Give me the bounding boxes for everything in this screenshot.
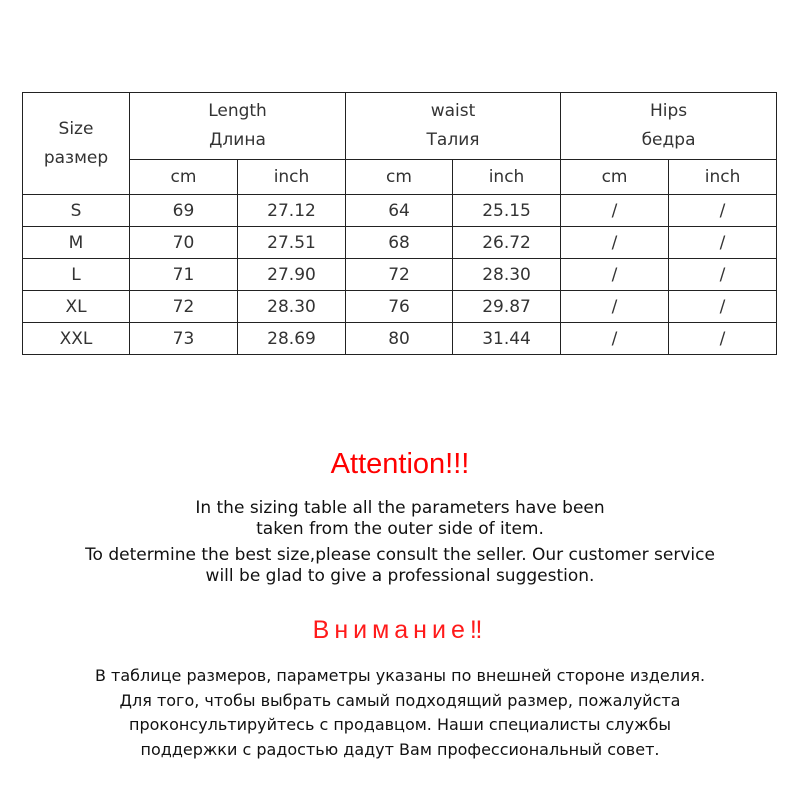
size-chart-table <box>22 92 777 355</box>
table-cell: 73 <box>130 323 238 355</box>
unit-header: inch <box>669 160 777 195</box>
table-cell: 76 <box>346 291 453 323</box>
waist-group-header <box>346 93 561 160</box>
unit-header: cm <box>130 160 238 195</box>
attention-heading-ru: Внимание‼ <box>312 616 488 644</box>
table-cell: / <box>561 323 669 355</box>
table-cell: / <box>669 259 777 291</box>
unit-header: inch <box>453 160 561 195</box>
table-cell: / <box>561 227 669 259</box>
table-cell: 27.51 <box>238 227 346 259</box>
notice-line: проконсультируйтесь с продавцом. Наши специалисты службы <box>129 715 671 734</box>
notice-paragraph-en-1 <box>0 498 800 540</box>
table-cell: 28.30 <box>238 291 346 323</box>
notice-line: will be glad to give a professional suggestion. <box>205 566 595 586</box>
size-header-ru: размер <box>43 147 109 168</box>
notice-paragraph-ru <box>0 664 800 762</box>
hips-header-en: Hips <box>649 101 688 121</box>
table-row <box>23 227 777 259</box>
table-cell: 70 <box>130 227 238 259</box>
notice-line: Для того, чтобы выбрать самый подходящий размер, пожалуйста <box>119 690 681 710</box>
table-cell: / <box>561 195 669 227</box>
notice-paragraph-en-2 <box>0 545 800 587</box>
size-cell: S <box>23 195 130 227</box>
attention-heading-en: Attention!!! <box>330 448 470 480</box>
table-cell: / <box>561 259 669 291</box>
size-cell: M <box>23 227 130 259</box>
table-row <box>23 259 777 291</box>
table-cell: 31.44 <box>453 323 561 355</box>
table-cell: 64 <box>346 195 453 227</box>
size-cell: XL <box>23 291 130 323</box>
waist-header-en: waist <box>430 101 476 121</box>
hips-group-header <box>561 93 777 160</box>
table-row <box>23 323 777 355</box>
table-cell: 26.72 <box>453 227 561 259</box>
unit-header: cm <box>346 160 453 195</box>
notice-line: поддержки с радостью дадут Вам профессиональный совет. <box>140 739 660 759</box>
size-cell: L <box>23 259 130 291</box>
table-cell: / <box>669 227 777 259</box>
size-column-header <box>23 93 130 195</box>
table-cell: 25.15 <box>453 195 561 227</box>
length-group-header <box>130 93 346 160</box>
table-cell: 80 <box>346 323 453 355</box>
table-cell: 72 <box>130 291 238 323</box>
table-cell: 72 <box>346 259 453 291</box>
table-cell: 71 <box>130 259 238 291</box>
table-cell: / <box>669 323 777 355</box>
table-cell: / <box>669 195 777 227</box>
length-header-en: Length <box>208 101 267 121</box>
table-cell: 28.30 <box>453 259 561 291</box>
table-cell: 28.69 <box>238 323 346 355</box>
table-cell: 27.90 <box>238 259 346 291</box>
notice-line: taken from the outer side of item. <box>256 519 544 539</box>
hips-header-ru: бедра <box>641 130 696 150</box>
table-unit-header-row <box>23 160 777 195</box>
notice-line: To determine the best size,please consult the seller. Our customer service <box>85 545 715 565</box>
notice-line: In the sizing table all the parameters have been <box>195 498 605 518</box>
table-cell: 27.12 <box>238 195 346 227</box>
table-cell: / <box>561 291 669 323</box>
length-header-ru: Длина <box>209 130 266 150</box>
table-row <box>23 195 777 227</box>
table-cell: 69 <box>130 195 238 227</box>
notice-line: В таблице размеров, параметры указаны по внешней стороне изделия. <box>94 666 706 685</box>
unit-header: cm <box>561 160 669 195</box>
unit-header: inch <box>238 160 346 195</box>
waist-header-ru: Талия <box>426 130 480 150</box>
table-cell: / <box>669 291 777 323</box>
table-group-header-row <box>23 93 777 160</box>
size-header-en: Size <box>58 118 94 139</box>
table-cell: 68 <box>346 227 453 259</box>
size-cell: XXL <box>23 323 130 355</box>
table-row <box>23 291 777 323</box>
table-cell: 29.87 <box>453 291 561 323</box>
